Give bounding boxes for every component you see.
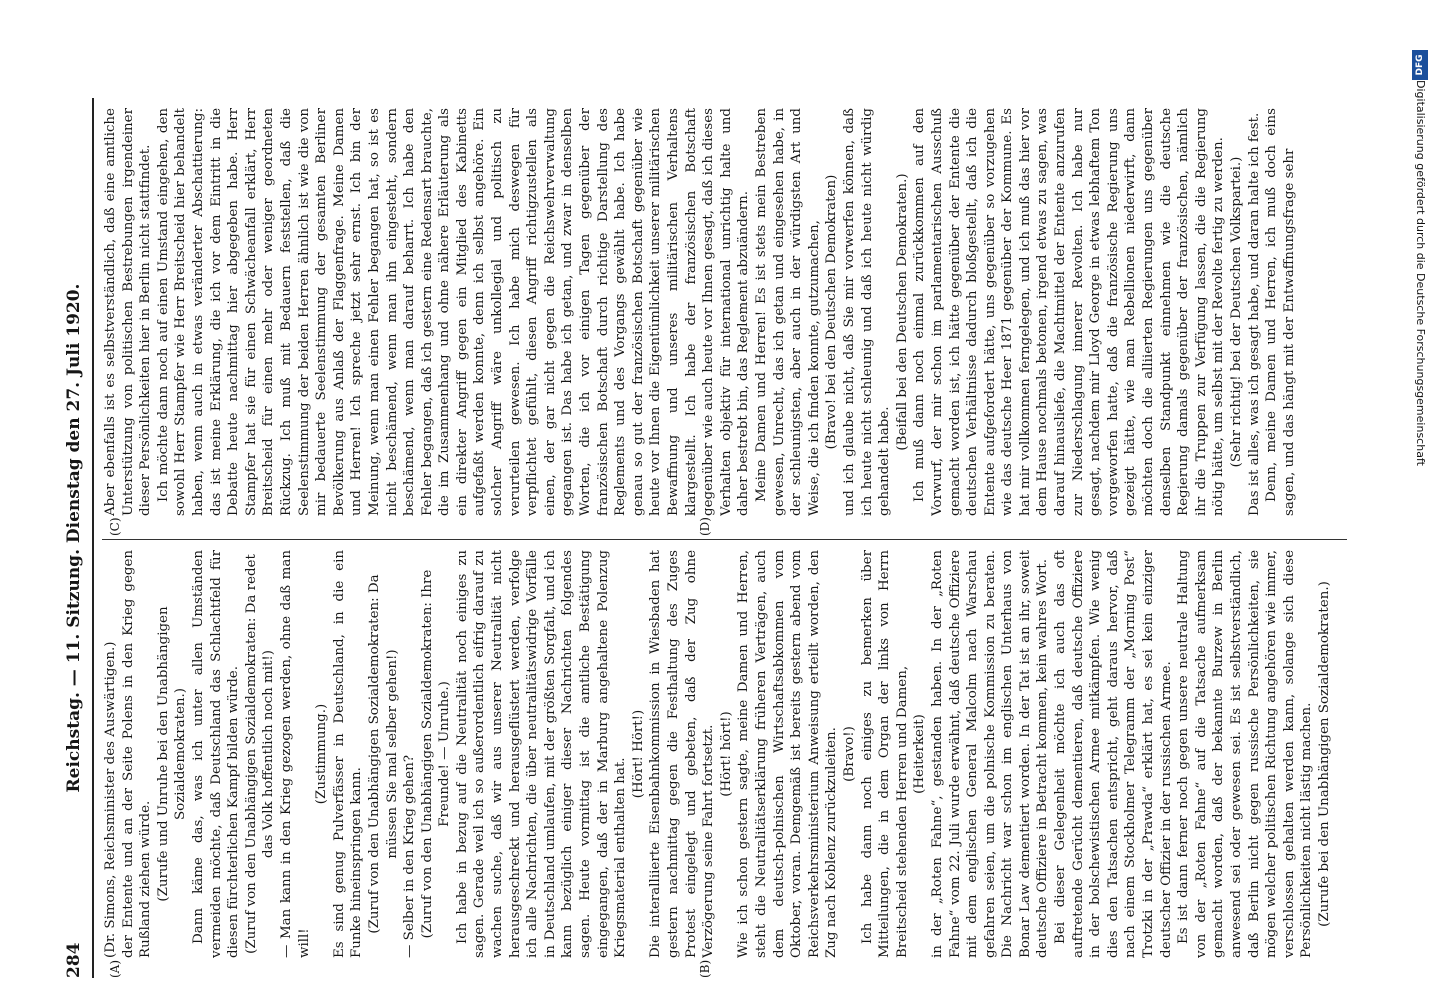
right-paragraph: Aber ebenfalls ist es selbstverständlich, daß eine amtliche Unterstützung von politischen Bestrebungen irgendeiner dieser Persönlichkeiten hier in Berlin nicht stattfindet.: [103, 108, 154, 516]
left-interjection: (Zuruf von den Unabhängigen Sozialdemokraten: Ihre Freunde! — Unruhe.): [419, 569, 453, 939]
margin-marker-c: (C): [108, 517, 122, 536]
sidebar-watermark: [1408, 40, 1434, 740]
left-paragraph: Bei dieser Gelegenheit möchte ich auch das oft auftretende Gerücht dementieren, daß deutsche Offiziere in der bolschewistischen Armee mitkämpfen. Wie wenig dies den Tatsachen entspricht, geht daraus hervor, daß nach einem Stockholmer Telegramm der „Morning Post“ Trotzki in der „Prawda“ erklärt hat, es sei kein einziger deutscher Offizier in der russischen Armee.: [1053, 550, 1174, 958]
left-interjection: (Hört! Hört!): [630, 709, 646, 799]
left-interjection: (Hört! hört!): [718, 711, 734, 797]
left-interjection: (Zurufe und Unruhe bei den Unabhängigen Sozialdemokraten.): [155, 606, 189, 902]
left-column: [102, 550, 1352, 958]
header-rule: [92, 98, 94, 978]
dfg-logo: DFG: [1412, 50, 1428, 80]
left-paragraph: Dann käme das, was ich unter allen Umständen vermeiden möchte, daß Deutschland das Schlachtfeld für diesen fürchterlichen Kampf bilden würde.: [190, 550, 242, 958]
right-paragraph: Ich muß dann noch einmal zurückkommen auf den Vorwurf, der mir schon im parlamentarischen Ausschuß gemacht worden ist, ich hätte gegenüber der Entente die deutschen Verhältnisse dadurch bloßgestellt, daß ich die Entente aufgefordert hätte, uns gegenüber so vorzugehen wie das deutsche Heer 1871 gegenüber der Kommune. Es hat mir vollkommen ferngelegen, und ich muß das hier vor dem Hause nochmals betonen, irgend etwas zu sagen, was darauf hinausliefe, die Machtmittel der Entente anzurufen zur Niederschlagung innerer Revolten. Ich habe nur gesagt, nachdem mir Lloyd George in etwas lebhaftem Ton vorgeworfen hatte, daß die französische Regierung uns gezeigt hätte, wie man Rebellionen niederwirft, dann möchten doch die alliierten Regierungen uns gegenüber denselben Standpunkt einnehmen wie die deutsche Regierung damals gegenüber der französischen, nämlich ihr die Truppen zur Verfügung lassen, die die Regierung nötig hätte, um selbst mit der Revolte fertig zu werden.: [912, 108, 1227, 516]
left-paragraph: Die interalliierte Eisenbahnkommission in Wiesbaden hat gestern nachmittag gegen die Festhaltung des Zuges Protest eingelegt und gebeten, daß der Zug ohne Verzögerung seine Fahrt fortsetzt.: [648, 550, 717, 958]
funding-note: Digitalisierung gefördert durch die Deutsche Forschungsgemeinschaft: [1414, 80, 1427, 466]
left-paragraph: der Entente und an der Seite Polens in den Krieg gegen Rußland ziehen würde.: [120, 550, 154, 958]
running-title: Reichstag. — 11. Sitzung. Dienstag den 27. Juli 1920.: [64, 283, 84, 793]
left-paragraph: Wie ich schon gestern sagte, meine Damen und Herren, steht die Neutralitätserklärung früheren Verträgen, auch dem deutsch-polnischen Wirtschaftsabkommen vom Oktober, voran. Demgemäß ist bereits gestern abend vom Reichsverkehrsministerium Anweisung erteilt worden, den Zug nach Koblenz zurückzuleiten.: [736, 550, 840, 958]
left-interjection: (Zuruf von den Unabhängigen Sozialdemokraten: Da redet das Volk hoffentlich noch mit!): [243, 554, 277, 954]
left-interjection: (Bravo!): [841, 726, 857, 782]
left-paragraph: Ich habe dann noch einiges zu bemerken über Mitteilungen, die in dem Organ der links von Herrn Breitscheid stehenden Herren und Damen,: [859, 550, 910, 958]
margin-marker-b: (B): [698, 959, 712, 978]
right-column: [102, 108, 1352, 516]
left-paragraph: Ich habe in bezug auf die Neutralität noch einiges zu sagen. Gerade weil ich so außerordentlich eifrig darauf zu wachen suche, daß wir aus unserer Neutralität nicht herausgeschreckt und herausgeflüstert werden, verfolge ich alle Nachrichten, die über neutralitätswidrige Vorfälle in Deutschland umlaufen, mit der größten Sorgfalt, und ich kann bezüglich einiger dieser Nachrichten folgendes sagen. Heute vormittag ist die amtliche Bestätigung eingegangen, daß der in Marburg angehaltene Polenzug Kriegsmaterial enthalten hat.: [454, 550, 629, 958]
right-paragraph: Ich möchte dann noch auf einen Umstand eingehen, den sowohl Herr Stampfer wie Herr Breitscheid hier behandelt haben, wenn auch in etwas veränderter Abschattierung: das ist meine Erklärung, die ich vor dem Eintritt in die Debatte heute nachmittag hier abgegeben habe. Herr Stampfer hat sie für einen Schwächeanfall erklärt, Herr Breitscheid für einen mehr oder weniger geordneten Rückzug. Ich muß mit Bedauern feststellen, daß die Seelenstimmung der beiden Herren ähnlich ist wie die von mir bedauerte Seelenstimmung der gesamten Berliner Bevölkerung aus Anlaß der Flaggenfrage. Meine Damen und Herren! Ich spreche jetzt sehr ernst. Ich bin der Meinung, wenn man einen Fehler begangen hat, so ist es nicht beschämend, wenn man ihn eingesteht, sondern beschämend, wenn man darauf beharrt. Ich habe den Fehler begangen, daß ich gestern eine Redensart brauchte, die im Zusammenhang und ohne nähere Erläuterung als ein direkter Angriff gegen ein Mitglied des Kabinetts aufgefaßt werden konnte, denn ich selbst angehöre. Ein solcher Angriff wäre unkollegial und politisch zu verurteilen gewesen. Ich habe mich deswegen für verpflichtet gefühlt, diesen Angriff richtigzustellen als einen, der gar nicht gegen die Reichswehrverwaltung gegangen ist. Das habe ich getan, und zwar in denselben Worten, die ich vor einigen Tagen gegenüber der französischen Botschaft durch richtige Darstellung des Reglements und des Vorgangs gewählt habe. Ich habe genau so gut der französischen Botschaft gegenüber wie heute vor Ihnen die Eigentümlichkeit unserer militärischen Bewaffnung und unseres militärischen Verhaltens klargestellt. Ich habe der französischen Botschaft gegenüber wie auch heute vor Ihnen gesagt, daß ich dieses Verhalten objektiv für international unrichtig halte und daher bestrebt bin, das Reglement abzuändern.: [155, 108, 752, 516]
right-paragraph: Denn, meine Damen und Herren, ich muß doch eins sagen, und das hängt mit der Entwaffnungsfrage sehr: [1264, 108, 1297, 516]
left-paragraph: — Man kann in den Krieg gezogen werden, ohne daß man will!: [278, 550, 312, 958]
left-interjection: (Zurufe bei den Unabhängigen Sozialdemokraten.): [1316, 581, 1332, 927]
margin-marker-d: (D): [698, 517, 712, 536]
column-divider: [102, 539, 1347, 540]
right-interjection: (Beifall bei den Deutschen Demokraten.): [894, 173, 910, 451]
left-paragraph: — Selber in den Krieg gehen?: [402, 754, 418, 958]
left-interjection: (Heiterkeit): [912, 714, 928, 794]
margin-marker-a: (A): [108, 959, 122, 978]
right-paragraph: Das ist alles, was ich gesagt habe, und daran halte ich fest.: [1246, 112, 1262, 516]
left-paragraph: (Dr. Simons, Reichsminister des Auswärtigen.): [103, 641, 118, 958]
left-paragraph: Es sind genug Pulverfässer in Deutschland, in die ein Funke hineinspringen kann.: [331, 550, 365, 958]
document-sheet: [58, 98, 1358, 978]
left-interjection: (Zustimmung.): [314, 703, 330, 805]
left-paragraph: in der „Roten Fahne“, gestanden haben. In der „Roten Fahne“ vom 22. Juli wurde erwähnt, daß deutsche Offiziere mit dem englischen General Malcolm nach Warschau gefahren seien, um die polnische Kommission zu beraten. Die Nachricht war schon im englischen Unterhaus von Bonar Law dementiert worden. In der Tat ist an ihr, soweit deutsche Offiziere in Betracht kommen, kein wahres Wort.: [929, 550, 1051, 958]
left-paragraph: Es ist dann ferner noch gegen unsere neutrale Haltung von der „Roten Fahne“ auf die Tatsache aufmerksam gemacht worden, daß der bekannte Burzew in Berlin anwesend sei oder gewesen sei. Es ist selbstverständlich, daß Berlin nicht gegen russische Persönlichkeiten, sie mögen welcher politischen Richtung angehören wie immer, verschlossen gehalten werden kann, solange sich diese Persönlichkeiten nicht lästig machen.: [1176, 550, 1315, 958]
right-paragraph: und ich glaube nicht, daß Sie mir vorwerfen können, daß ich heute nicht schleunig und daß ich heute nicht würdig gehandelt habe.: [841, 108, 893, 516]
right-interjection: (Bravo! bei den Deutschen Demokraten): [824, 174, 840, 450]
page-number: 284: [64, 942, 84, 978]
left-interjection: (Zuruf von den Unabhängigen Sozialdemokraten: Da müssen Sie mal selber gehen!): [366, 574, 400, 934]
right-paragraph: Meine Damen und Herren! Es ist stets mein Bestreben gewesen, Unrecht, das ich getan und eingesehen habe, in der schleunigsten, aber auch in der würdigsten Art und Weise, die ich finden konnte, gutzumachen,: [753, 108, 822, 516]
right-interjection: (Sehr richtig! bei der Deutschen Volkspartei.): [1229, 156, 1244, 468]
